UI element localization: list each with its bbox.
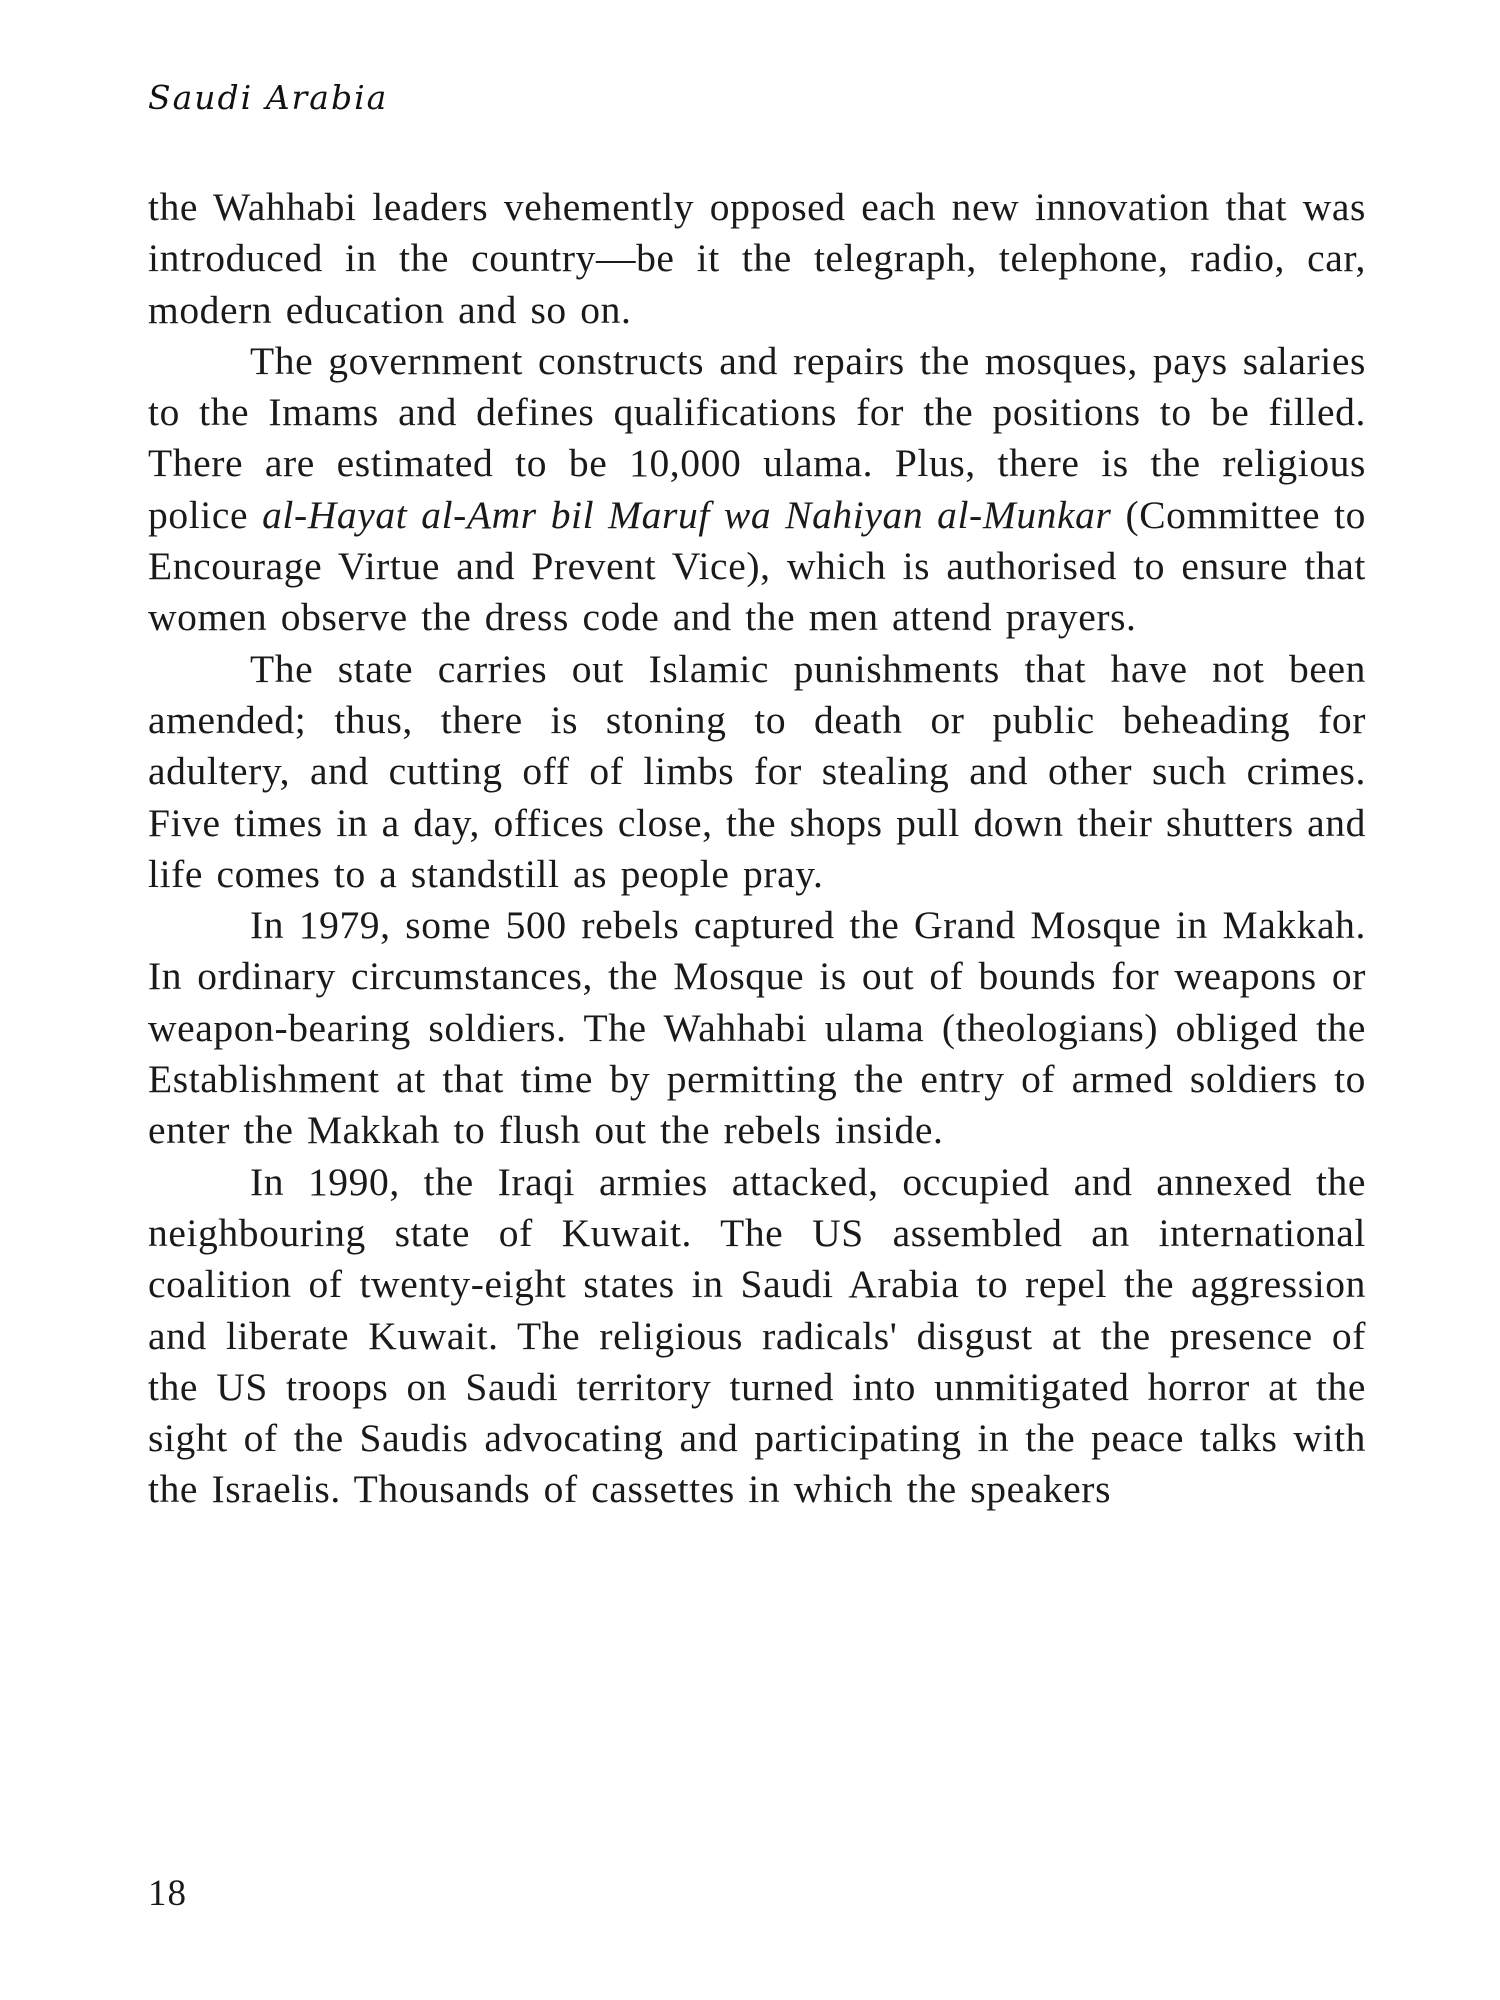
paragraph-text: In 1979, some 500 rebels captured the Grand Mosque in Makkah. In ordinary circumstances, the Mosque is out of bounds for weapons or weapon-bearing soldiers. The Wahhabi ulama (theologians) obliged the Establishment at that time by permitting the entry of armed soldiers to enter the Makkah to flush out the rebels inside. bbox=[148, 903, 1366, 1153]
paragraph bbox=[148, 900, 1366, 1156]
paragraph-text: the Wahhabi leaders vehemently opposed each new innovation that was introduced in the country—be it the telegraph, telephone, radio, car, modern education and so on. bbox=[148, 185, 1366, 332]
arabic-term: al-Hayat al-Amr bil Maruf wa Nahiyan al-Munkar bbox=[262, 492, 1112, 537]
paragraph-text: The state carries out Islamic punishments that have not been amended; thus, there is stoning to death or public beheading for adultery, and cutting off of limbs for stealing and other such crimes. Five times in a day, offices close, the shops pull down their shutters and life comes to a standstill as people pray. bbox=[148, 646, 1366, 896]
page-number: 18 bbox=[148, 1873, 187, 1914]
paragraph-text: The government constructs and repairs the mosques, pays salaries to the Imams and defines qualifications for the positions to be filled. There are estimated to be 10,000 ulama. Plus, there is the religious police bbox=[148, 338, 1366, 537]
paragraph bbox=[148, 182, 1366, 336]
body-text bbox=[148, 182, 1366, 1516]
paragraph-text: (Committee to Encourage Virtue and Prevent Vice), which is authorised to ensure that women observe the dress code and the men attend prayers. bbox=[148, 492, 1367, 640]
paragraph bbox=[148, 644, 1366, 900]
running-header: Saudi Arabia bbox=[148, 78, 389, 117]
paragraph bbox=[148, 1157, 1366, 1516]
paragraph bbox=[148, 336, 1366, 644]
paragraph-text: In 1990, the Iraqi armies attacked, occupied and annexed the neighbouring state of Kuwait. The US assembled an international coalition of twenty-eight states in Saudi Arabia to repel the aggression and liberate Kuwait. The religious radicals' disgust at the presence of the US troops on Saudi territory turned into unmitigated horror at the sight of the Saudis advocating and participating in the peace talks with the Israelis. Thousands of cassettes in which the speakers bbox=[148, 1159, 1366, 1512]
